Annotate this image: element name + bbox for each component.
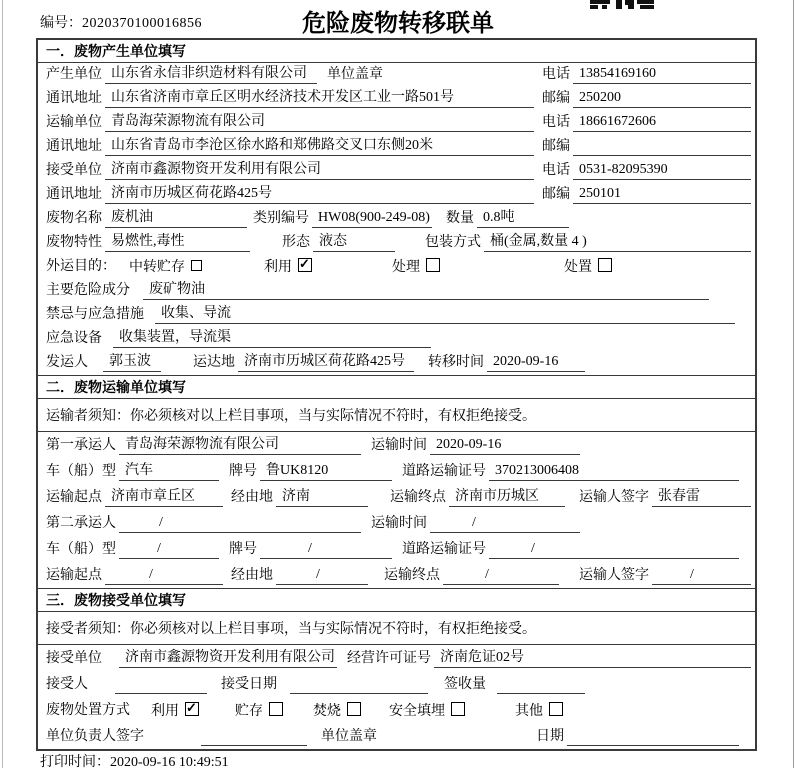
transfer-time-value: 2020-09-16 xyxy=(487,354,585,372)
received-qty-label: 签收量 xyxy=(444,677,486,692)
carrier2-label: 第二承运人 xyxy=(46,516,116,531)
destination-label: 运达地 xyxy=(193,355,235,370)
disposal-landfill-checkbox xyxy=(451,702,465,716)
shipper-row xyxy=(38,351,755,375)
purpose-label: 外运目的： xyxy=(46,259,116,274)
end1-label: 运输终点 xyxy=(390,490,446,505)
plate2-label: 牌号 xyxy=(229,542,257,557)
shipper-value: 郭玉波 xyxy=(103,350,161,372)
producer-row xyxy=(38,63,755,87)
carrier1-value: 青岛海荣源物流有限公司 xyxy=(119,433,361,455)
receiver-address-row xyxy=(38,183,755,207)
vehicle1-label: 车（船）型 xyxy=(46,464,116,479)
disposal-option-storage: 贮存 xyxy=(235,700,283,720)
receiver-row xyxy=(38,159,755,183)
shipper-label: 发运人 xyxy=(46,355,88,370)
taboo-value: 收集、导流 xyxy=(155,302,735,324)
vehicle2-value: / xyxy=(119,541,219,559)
hazard-label: 主要危险成分 xyxy=(46,283,130,298)
receiver-label: 接受单位 xyxy=(46,163,102,178)
document-number xyxy=(40,12,202,32)
permit1-value: 370213006408 xyxy=(489,463,739,481)
page-title: 危险废物转移联单 xyxy=(302,10,494,37)
disposal-option-incinerate: 焚烧 xyxy=(313,700,361,720)
vehicle1-value: 汽车 xyxy=(119,459,219,481)
quantity-label: 数量 xyxy=(446,211,474,226)
time1-value: 2020-09-16 xyxy=(430,437,580,455)
addr3-label: 通讯地址 xyxy=(46,187,102,202)
category-label: 类别编号 xyxy=(253,211,309,226)
waste-traits-row xyxy=(38,231,755,255)
addr2-label: 通讯地址 xyxy=(46,139,102,154)
license-label: 经营许可证号 xyxy=(347,651,431,666)
traits-value: 易燃性,毒性 xyxy=(105,230,250,252)
producer-label: 产生单位 xyxy=(46,67,102,82)
disposal-option-other: 其他 xyxy=(515,700,563,720)
manifest-form xyxy=(36,38,757,751)
permit1-label: 道路运输证号 xyxy=(402,464,486,479)
time1-label: 运输时间 xyxy=(371,438,427,453)
purpose-option-treat: 处理 xyxy=(392,256,440,276)
date-label: 日期 xyxy=(536,729,564,744)
packing-value: 桶(金属,数量 4 ) xyxy=(484,230,751,252)
transporter-label: 运输单位 xyxy=(46,115,102,130)
print-time-value: 2020-09-16 10:49:51 xyxy=(110,755,229,768)
form-value: 液态 xyxy=(313,230,395,252)
time2-value: / xyxy=(430,515,580,533)
transporter-value: 青岛海荣源物流有限公司 xyxy=(105,110,534,132)
acceptor-value xyxy=(115,692,207,694)
responsible-sign-value xyxy=(201,744,307,746)
purpose-row xyxy=(38,255,755,279)
accept-date-value xyxy=(290,692,428,694)
vehicle2-label: 车（船）型 xyxy=(46,542,116,557)
vehicle1-row xyxy=(38,458,755,484)
zip3-value: 250101 xyxy=(573,186,751,204)
received-qty-value xyxy=(497,692,585,694)
purpose-option-use: 利用 ✓ xyxy=(264,256,312,276)
use-checkbox xyxy=(298,258,312,272)
via2-label: 经由地 xyxy=(231,568,273,583)
waste-name-label: 废物名称 xyxy=(46,211,102,226)
accept-unit-value: 济南市鑫源物资开发利用有限公司 xyxy=(119,646,337,668)
permit2-label: 道路运输证号 xyxy=(402,542,486,557)
acceptor-label: 接受人 xyxy=(46,677,88,692)
origin1-label: 运输起点 xyxy=(46,490,102,505)
disposal-option-use: 利用 ✓ xyxy=(151,700,199,720)
document-number-value: 2020370100016856 xyxy=(82,16,202,31)
transporter-row xyxy=(38,111,755,135)
disposal-use-checkbox xyxy=(185,702,199,716)
unit-seal-label: 单位盖章 xyxy=(327,67,383,82)
route1-row xyxy=(38,484,755,510)
permit2-value: / xyxy=(489,541,739,559)
packing-label: 包装方式 xyxy=(425,235,481,250)
traits-label: 废物特性 xyxy=(46,235,102,250)
addr1-label: 通讯地址 xyxy=(46,91,102,106)
zip2-value xyxy=(573,154,751,156)
accept-unit-label: 接受单位 xyxy=(46,651,102,666)
addr2-value: 山东省青岛市李沧区徐水路和郑佛路交叉口东侧20米 xyxy=(105,134,534,156)
sign2-value: / xyxy=(652,567,751,585)
disposal-other-checkbox xyxy=(549,702,563,716)
taboo-label: 禁忌与应急措施 xyxy=(46,307,144,322)
receiver-value: 济南市鑫源物资开发利用有限公司 xyxy=(105,158,534,180)
section-1-header: 一．废物产生单位填写 xyxy=(38,40,755,63)
zip1-label: 邮编 xyxy=(542,91,570,106)
qr-code-icon xyxy=(590,0,654,11)
end2-label: 运输终点 xyxy=(384,568,440,583)
accept-unit-row xyxy=(38,645,755,671)
equipment-value: 收集装置，导流渠 xyxy=(113,326,431,348)
via1-value: 济南 xyxy=(276,485,368,507)
phone3-label: 电话 xyxy=(542,163,570,178)
document-number-label: 编号： xyxy=(40,16,82,31)
plate1-value: 鲁UK8120 xyxy=(260,459,392,481)
transfer-storage-checkbox xyxy=(191,260,202,271)
page-left-edge xyxy=(2,0,3,768)
via1-label: 经由地 xyxy=(231,490,273,505)
phone1-value: 13854169160 xyxy=(573,66,751,84)
end2-value: / xyxy=(443,567,559,585)
plate1-label: 牌号 xyxy=(229,464,257,479)
disposal-label: 废物处置方式 xyxy=(46,703,130,718)
time2-label: 运输时间 xyxy=(371,516,427,531)
route2-row xyxy=(38,562,755,588)
via2-value: / xyxy=(276,567,368,585)
carrier1-label: 第一承运人 xyxy=(46,438,116,453)
transporter-notice: 运输者须知：你必须核对以上栏目事项，当与实际情况不符时，有权拒绝接受。 xyxy=(38,399,755,432)
phone2-value: 18661672606 xyxy=(573,114,751,132)
page-right-edge xyxy=(793,0,794,768)
license-value: 济南危证02号 xyxy=(434,646,751,668)
acceptor-row xyxy=(38,671,755,697)
origin1-value: 济南市章丘区 xyxy=(105,485,223,507)
addr1-value: 山东省济南市章丘区明水经济技术开发区工业一路501号 xyxy=(105,86,534,108)
form-label: 形态 xyxy=(282,235,310,250)
origin2-value: / xyxy=(105,567,223,585)
addr3-value: 济南市历城区荷花路425号 xyxy=(105,182,534,204)
hazard-row xyxy=(38,279,755,303)
print-time-label: 打印时间： xyxy=(40,755,110,768)
origin2-label: 运输起点 xyxy=(46,568,102,583)
sign1-value: 张春雷 xyxy=(652,485,751,507)
carrier2-value: / xyxy=(119,515,361,533)
carrier1-row xyxy=(38,432,755,458)
destination-value: 济南市历城区荷花路425号 xyxy=(238,350,414,372)
producer-value: 山东省永信非织造材料有限公司 xyxy=(105,62,317,84)
sign2-label: 运输人签字 xyxy=(579,568,649,583)
disposal-row xyxy=(38,697,755,723)
disposal-storage-checkbox xyxy=(269,702,283,716)
section-3-header: 三．废物接受单位填写 xyxy=(38,588,755,612)
purpose-option-dispose: 处置 xyxy=(564,256,612,276)
zip2-label: 邮编 xyxy=(542,139,570,154)
accept-date-label: 接受日期 xyxy=(221,677,277,692)
transfer-time-label: 转移时间 xyxy=(428,355,484,370)
transporter-address-row xyxy=(38,135,755,159)
acceptor-notice: 接受者须知：你必须核对以上栏目事项，当与实际情况不符时，有权拒绝接受。 xyxy=(38,612,755,645)
section-2-header: 二．废物运输单位填写 xyxy=(38,375,755,399)
quantity-value: 0.8吨 xyxy=(477,206,569,228)
treat-checkbox xyxy=(426,258,440,272)
zip1-value: 250200 xyxy=(573,90,751,108)
phone2-label: 电话 xyxy=(542,115,570,130)
carrier2-row xyxy=(38,510,755,536)
vehicle2-row xyxy=(38,536,755,562)
end1-value: 济南市历城区 xyxy=(449,485,565,507)
phone1-label: 电话 xyxy=(542,67,570,82)
waste-name-value: 废机油 xyxy=(105,206,247,228)
dispose-checkbox xyxy=(598,258,612,272)
plate2-value: / xyxy=(260,541,392,559)
taboo-row xyxy=(38,303,755,327)
zip3-label: 邮编 xyxy=(542,187,570,202)
producer-address-row xyxy=(38,87,755,111)
print-time xyxy=(40,751,229,768)
disposal-option-landfill: 安全填埋 xyxy=(389,700,465,720)
unit-seal2-label: 单位盖章 xyxy=(321,729,377,744)
sign1-label: 运输人签字 xyxy=(579,490,649,505)
document-header xyxy=(0,0,796,38)
category-value: HW08(900-249-08) xyxy=(312,210,432,228)
date-value xyxy=(567,744,739,746)
disposal-incinerate-checkbox xyxy=(347,702,361,716)
hazard-value: 废矿物油 xyxy=(143,278,709,300)
responsible-sign-row xyxy=(38,723,755,749)
phone3-value: 0531-82095390 xyxy=(573,162,751,180)
responsible-sign-label: 单位负责人签字 xyxy=(46,729,144,744)
equipment-row xyxy=(38,327,755,351)
waste-name-row xyxy=(38,207,755,231)
purpose-option-transfer-storage: 中转贮存 xyxy=(129,256,202,276)
equipment-label: 应急设备 xyxy=(46,331,102,346)
